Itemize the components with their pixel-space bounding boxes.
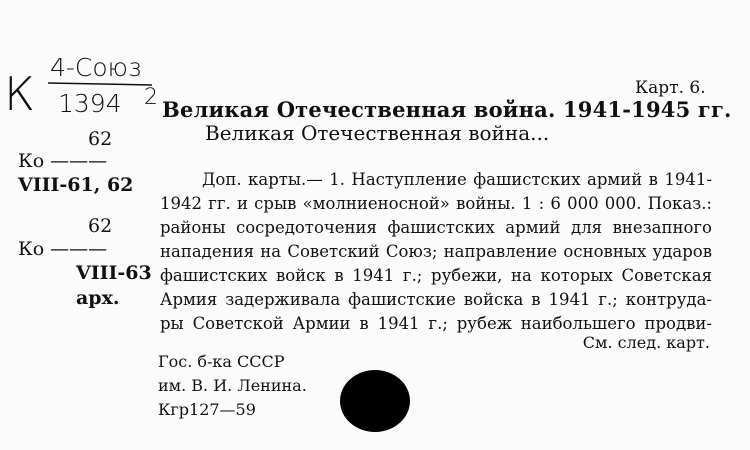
description-line: Доп. карты.— 1. Наступление фашистских армий в 1941- [202, 170, 712, 189]
card-title: Великая Отечественная война. 1941-1945 гг. [162, 97, 732, 122]
call-number-1-mid: Ко ——— [18, 150, 108, 172]
handwritten-numerator: 4-Союз [50, 53, 142, 82]
library-name: Гос. б-ка СССР [158, 352, 285, 371]
call-number-1-bottom: VIII-61, 62 [18, 174, 134, 196]
handwritten-denominator: 1394 [58, 89, 122, 118]
description-line: Армия задерживала фашистские войска в 1941 г.; контруда- [160, 290, 712, 309]
description-line: ры Советской Армии в 1941 г.; рубеж наибольшего продви- [160, 314, 712, 333]
card-subtitle: Великая Отечественная война... [205, 121, 550, 145]
handwritten-shelfmark [0, 52, 180, 122]
handwritten-letter: К [4, 67, 35, 121]
description-line: районы сосредоточения фашистских армий для внезапного [160, 218, 712, 237]
call-number-2-bottom: VIII-63 [76, 262, 152, 284]
description-line: фашистских войск в 1941 г.; рубежи, на которых Советская [160, 266, 712, 285]
handwritten-suffix: 2 [144, 85, 158, 110]
fraction-line [48, 83, 152, 85]
library-named-after: им. В. И. Ленина. [158, 376, 307, 395]
punch-hole [340, 370, 410, 432]
library-info [158, 350, 307, 422]
card-number: Карт. 6. [635, 78, 706, 98]
call-number-2-top: 62 [88, 215, 113, 237]
description [160, 168, 712, 336]
see-next-card: См. след. карт. [582, 333, 710, 352]
library-code: Кгр127—59 [158, 400, 256, 419]
description-line: нападения на Советский Союз; направление основных ударов [160, 242, 712, 261]
call-number-1-top: 62 [88, 128, 113, 150]
description-line: 1942 гг. и срыв «молниеносной» войны. 1 : 6 000 000. Показ.: [160, 194, 712, 213]
call-number-2-archive: арх. [76, 287, 120, 309]
call-number-2-mid: Ко ——— [18, 238, 108, 260]
